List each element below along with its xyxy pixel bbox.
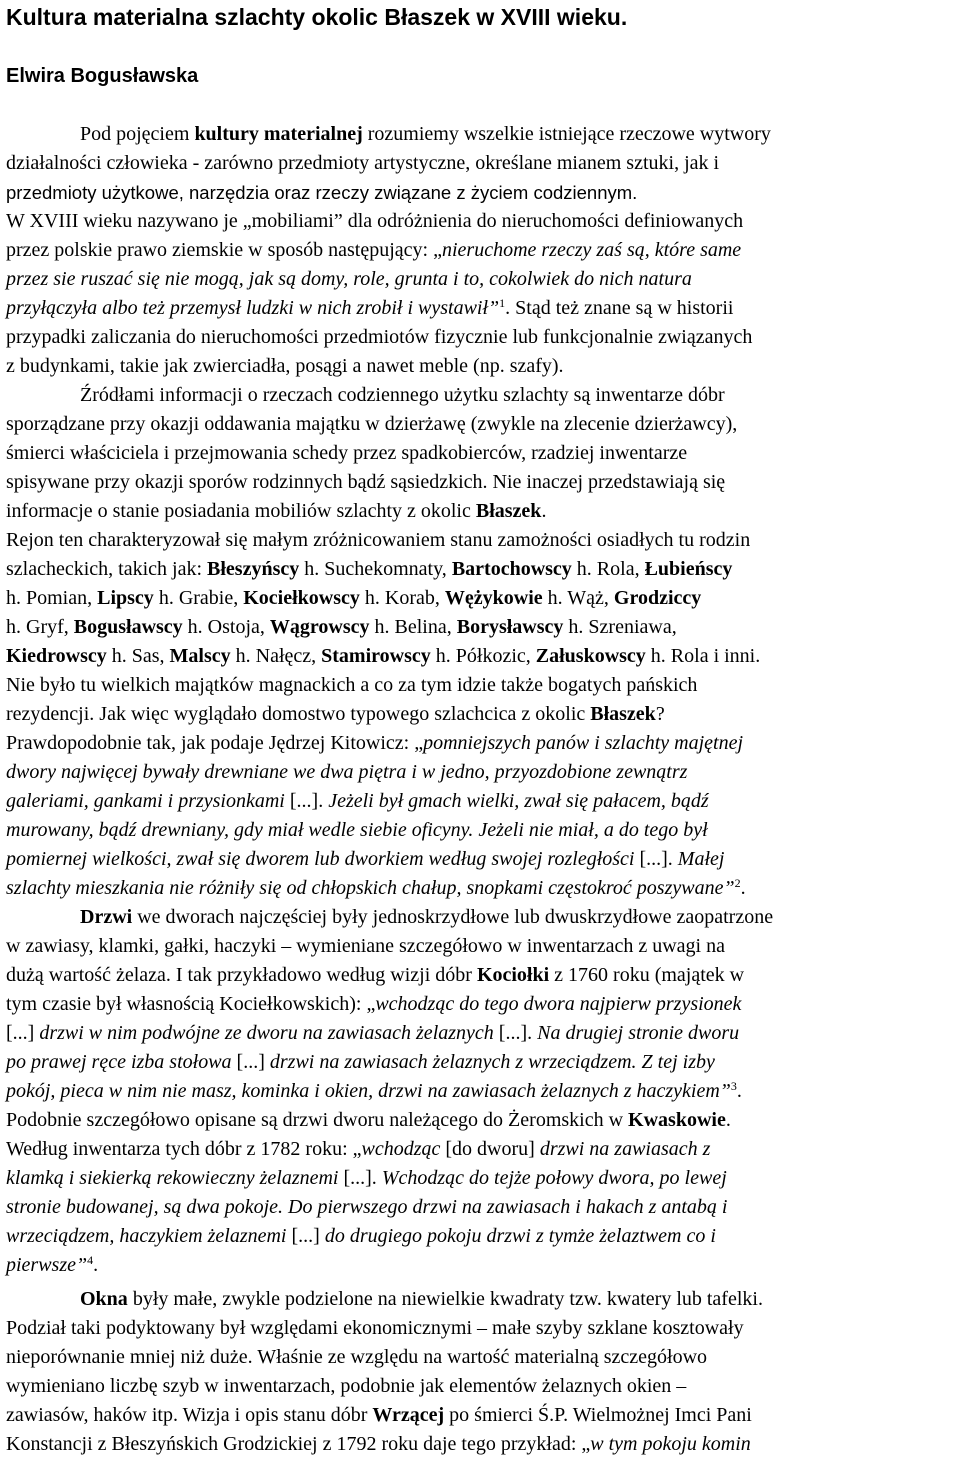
text-line	[6, 845, 724, 874]
text-run: h. Wąż,	[542, 587, 614, 609]
italic-quote: murowany, bądź drewniany, gdy miał wedle siebie oficyny. Jeżeli nie miał, a do tego był	[6, 819, 708, 841]
text-line	[6, 758, 687, 787]
text-line	[6, 1193, 727, 1222]
bold-term: Błaszek	[590, 703, 656, 725]
text-run: h. Szreniawa,	[563, 616, 677, 638]
text-run: .	[93, 1254, 99, 1276]
text-run: przedmioty użytkowe, narzędzia oraz rzeczy związane z życiem codziennym.	[6, 182, 638, 203]
text-line	[6, 613, 677, 642]
text-line	[6, 526, 750, 555]
bold-term: Malscy	[169, 645, 231, 667]
text-run: działalności człowieka - zarówno przedmioty artystyczne, określane mianem sztuki, jak i	[6, 152, 720, 174]
italic-quote: Małej	[677, 848, 725, 870]
italic-quote: Na drugiej stronie dworu	[537, 1022, 740, 1044]
text-run: po śmierci Ś.P. Wielmożnej Imci Pani	[444, 1404, 752, 1426]
italic-quote: pomniejszych panów i szlachty majętnej	[423, 732, 744, 754]
bold-term: Drzwi	[80, 906, 133, 928]
bold-term: Stamirowscy	[321, 645, 431, 667]
text-run: W XVIII wieku nazywano je „mobiliami” dla odróżnienia do nieruchomości definiowanych	[6, 210, 744, 232]
bold-term: Kiedrowscy	[6, 645, 107, 667]
text-line	[6, 1372, 686, 1401]
italic-quote: w tym pokoju komin	[590, 1433, 751, 1455]
bold-term: Łubieńscy	[644, 558, 733, 580]
text-run: [...].	[639, 848, 678, 870]
bold-term: Okna	[80, 1288, 128, 1310]
text-run: .	[725, 1109, 731, 1131]
bold-term: Grodziccy	[613, 587, 702, 609]
text-run: Podział taki podyktowany był względami ekonomicznymi – małe szyby szklane kosztowały	[6, 1317, 744, 1339]
text-line	[6, 1314, 744, 1343]
text-line	[6, 1019, 739, 1048]
text-run: h. Gryf,	[6, 616, 74, 638]
bold-term: Kwaskowie	[628, 1109, 726, 1131]
text-run: Źródłami informacji o rzeczach codziennego użytku szlachty są inwentarze dóbr	[80, 384, 725, 406]
footnote-ref: 4	[87, 1253, 94, 1267]
italic-quote: wchodząc do tego dwora najpierw przysionek	[375, 993, 742, 1015]
text-run: h. Suchekomnaty,	[299, 558, 452, 580]
italic-quote: drzwi na zawiasach żelaznych z wrzeciądzem. Z tej izby	[269, 1051, 715, 1073]
text-line	[6, 990, 741, 1019]
text-run: rozumiemy wszelkie istniejące rzeczowe wytwory	[362, 123, 771, 145]
text-run: Prawdopodobnie tak, jak podaje Jędrzej Kitowicz: „	[6, 732, 424, 754]
bold-term: Bogusławscy	[73, 616, 183, 638]
text-run: Pod pojęciem	[80, 123, 195, 145]
text-line	[6, 468, 725, 497]
bold-term: Wężykowie	[444, 587, 543, 609]
text-run: Rejon ten charakteryzował się małym zróżnicowaniem stanu zamożności osiadłych tu rodzin	[6, 529, 751, 551]
text-run: h. Pomian,	[6, 587, 98, 609]
text-line	[6, 1222, 716, 1251]
text-run: . Stąd też znane są w historii	[505, 297, 734, 319]
italic-quote: wchodząc	[361, 1138, 446, 1160]
text-run: h. Półkozic,	[430, 645, 536, 667]
text-run: .	[740, 877, 746, 899]
text-line	[6, 787, 709, 816]
text-run: przypadki zaliczania do nieruchomości przedmiotów fizycznie lub funkcjonalnie związanych	[6, 326, 753, 348]
text-line	[80, 381, 725, 410]
italic-quote: przyłączyła albo też przemysł ludzki w nich zrobił i wystawił”	[6, 297, 500, 319]
text-run: zawiasów, haków itp. Wizja i opis stanu dóbr	[6, 1404, 373, 1426]
text-run: we dworach najczęściej były jednoskrzydłowe lub dwuskrzydłowe zaopatrzone	[132, 906, 774, 928]
text-line	[6, 294, 733, 323]
text-run: h. Rola i inni.	[645, 645, 761, 667]
text-run: Podobnie szczegółowo opisane są drzwi dworu należącego do Żeromskich w	[6, 1109, 629, 1131]
italic-quote: po prawej ręce izba stołowa	[6, 1051, 237, 1073]
text-line	[6, 352, 564, 381]
text-line	[6, 1077, 742, 1106]
text-run: rezydencji. Jak więc wyglądało domostwo typowego szlachcica z okolic	[6, 703, 591, 725]
bold-term: Kociołki	[476, 964, 550, 986]
bold-term: Błaszek	[475, 500, 542, 522]
italic-quote: Jeżeli był gmach wielki, zwał się pałacem, bądź	[328, 790, 709, 812]
bold-term: Lipscy	[97, 587, 154, 609]
text-line	[6, 584, 701, 613]
text-run: h. Korab,	[359, 587, 445, 609]
document-title: Kultura materialna szlachty okolic Błaszek w XVIII wieku.	[6, 4, 628, 30]
text-line	[6, 178, 637, 207]
text-run: [...].	[498, 1022, 538, 1044]
italic-quote: pomiernej wielkości, zwał się dworem lub dworkiem według swojej rozległości	[6, 848, 640, 870]
footnote-ref: 2	[734, 876, 741, 890]
text-line	[6, 874, 746, 903]
text-run: Konstancji z Błeszyńskich Grodzickiej z 1792 roku daje tego przykład: „	[6, 1433, 591, 1455]
italic-quote: nieruchome rzeczy zaś są, które same	[441, 239, 742, 261]
text-line	[6, 323, 752, 352]
text-line	[6, 642, 760, 671]
text-run: [do dworu]	[445, 1138, 540, 1160]
text-line	[6, 410, 737, 439]
text-run: nieporównanie mniej niż duże. Właśnie ze względu na wartość materialną szczegółowo	[6, 1346, 708, 1368]
italic-quote: drzwi w nim podwójne ze dworu na zawiasach żelaznych	[39, 1022, 499, 1044]
italic-quote: pokój, pieca w nim nie masz, kominka i okien, drzwi na zawiasach żelaznych z haczykiem”	[6, 1080, 731, 1102]
bold-term: Wrzącej	[372, 1404, 445, 1426]
text-line	[80, 903, 773, 932]
bold-term: Kociełkowscy	[243, 587, 360, 609]
text-run: wymieniano liczbę szyb w inwentarzach, podobnie jak elementów żelaznych okien –	[6, 1375, 687, 1397]
italic-quote: wrzeciądzem, haczykiem żelaznemi	[6, 1225, 292, 1247]
text-line	[6, 932, 725, 961]
text-run: [...].	[289, 790, 329, 812]
bold-term: Załuskowscy	[535, 645, 646, 667]
text-line	[6, 700, 665, 729]
italic-quote: szlachty mieszkania nie różniły się od chłopskich chałup, snopkami częstokroć poszywane”	[6, 877, 735, 899]
text-line	[80, 120, 771, 149]
text-run: .	[541, 500, 547, 522]
text-run: dużą wartość żelaza. I tak przykładowo według wizji dóbr	[6, 964, 477, 986]
text-run: h. Belina,	[369, 616, 457, 638]
bold-term: Błeszyńscy	[207, 558, 300, 580]
italic-quote: przez sie ruszać się nie mogą, jak są domy, role, grunta i to, cokolwiek do nich natura	[6, 268, 692, 290]
text-line	[6, 265, 692, 294]
text-run: z 1760 roku (majątek w	[549, 964, 745, 986]
text-run: spisywane przy okazji sporów rodzinnych bądź sąsiedzkich. Nie inaczej przedstawiają się	[6, 471, 726, 493]
text-line	[6, 555, 732, 584]
text-run: h. Ostoja,	[182, 616, 270, 638]
text-run: w zawiasy, klamki, gałki, haczyki – wymieniane szczegółowo w inwentarzach z uwagi na	[6, 935, 725, 957]
text-run: h. Grabie,	[153, 587, 244, 609]
text-run: z budynkami, takie jak zwierciadła, posągi a nawet meble (np. szafy).	[6, 355, 564, 377]
text-line	[6, 1048, 715, 1077]
italic-quote: dwory najwięcej bywały drewniane we dwa piętra i w jedno, przyozdobione zewnątrz	[6, 761, 688, 783]
text-run: Nie było tu wielkich majątków magnackich a co za tym idzie także bogatych pańskich	[6, 674, 698, 696]
text-run: ?	[655, 703, 665, 725]
text-run: śmierci właściciela i przejmowania schedy przez spadkobierców, rzadziej inwentarze	[6, 442, 688, 464]
text-line	[6, 816, 708, 845]
text-run: informacje o stanie posiadania mobiliów szlachty z okolic	[6, 500, 476, 522]
italic-quote: klamką i siekierką rekowieczny żelaznemi	[6, 1167, 344, 1189]
text-run: h. Nałęcz,	[230, 645, 322, 667]
text-line	[80, 1285, 763, 1314]
text-line	[6, 236, 741, 265]
text-run: Według inwentarza tych dóbr z 1782 roku: „	[6, 1138, 362, 1160]
italic-quote: pierwsze”	[6, 1254, 88, 1276]
text-line	[6, 497, 546, 526]
text-line	[6, 729, 743, 758]
text-line	[6, 149, 719, 178]
text-run: sporządzane przy okazji oddawania majątku w dzierżawę (zwykle na zlecenie dzierżawcy),	[6, 413, 738, 435]
text-run: szlacheckich, takich jak:	[6, 558, 208, 580]
bold-term: kultury materialnej	[194, 123, 363, 145]
text-line	[6, 207, 743, 236]
footnote-ref: 3	[730, 1079, 737, 1093]
text-run: [...]	[291, 1225, 325, 1247]
document-author: Elwira Bogusławska	[6, 65, 199, 87]
text-line	[6, 961, 744, 990]
text-run: [...]	[6, 1022, 40, 1044]
text-run: przez polskie prawo ziemskie w sposób następujący: „	[6, 239, 442, 261]
text-run: h. Rola,	[571, 558, 645, 580]
text-line	[6, 1164, 727, 1193]
italic-quote: galeriami, gankami i przysionkami	[6, 790, 290, 812]
text-line	[6, 671, 697, 700]
footnote-ref: 1	[499, 296, 506, 310]
text-line	[6, 1106, 731, 1135]
text-line	[6, 1401, 752, 1430]
text-line	[6, 439, 687, 468]
bold-term: Wągrowscy	[269, 616, 370, 638]
text-run: były małe, zwykle podzielone na niewielkie kwadraty tzw. kwatery lub tafelki.	[127, 1288, 763, 1310]
text-run: .	[736, 1080, 742, 1102]
bold-term: Borysławscy	[456, 616, 564, 638]
bold-term: Bartochowscy	[451, 558, 572, 580]
text-run: tym czasie był własnością Kociełkowskich): „	[6, 993, 376, 1015]
text-line	[6, 1343, 707, 1372]
text-run: h. Sas,	[106, 645, 170, 667]
text-line	[6, 1251, 98, 1280]
italic-quote: stronie budowanej, są dwa pokoje. Do pierwszego drzwi na zawiasach i hakach z antabą i	[6, 1196, 728, 1218]
italic-quote: do drugiego pokoju drzwi z tymże żelaztwem co i	[324, 1225, 716, 1247]
italic-quote: Wchodząc do tejże połowy dwora, po lewej	[381, 1167, 727, 1189]
text-run: [...]	[236, 1051, 270, 1073]
text-line	[6, 1135, 710, 1164]
italic-quote: drzwi na zawiasach z	[539, 1138, 711, 1160]
text-run: [...].	[343, 1167, 382, 1189]
text-line	[6, 1430, 751, 1459]
